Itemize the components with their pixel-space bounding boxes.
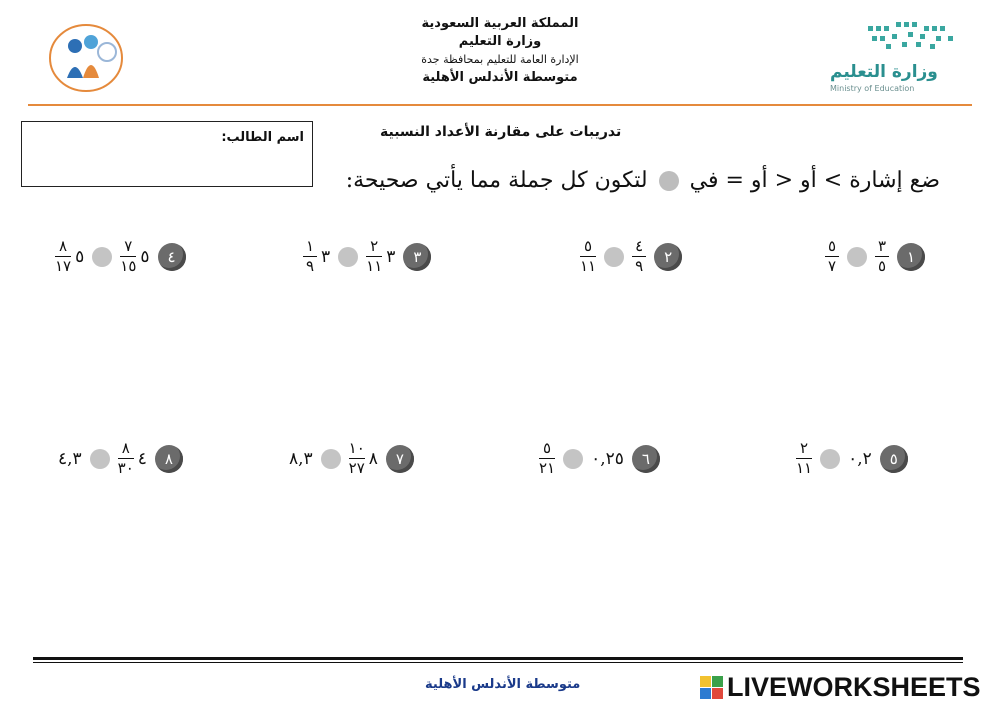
decimal-value: ٨,٣ [289, 448, 313, 469]
denominator: ٩ [305, 257, 315, 275]
header-school: متوسطة الأندلس الأهلية [422, 70, 578, 85]
instruction-part1: ضع إشارة > أو < أو = في [689, 168, 940, 193]
answer-drop-circle[interactable] [338, 247, 358, 267]
fraction [539, 440, 555, 477]
denominator: ٥ [877, 257, 887, 275]
numerator: ٥ [827, 237, 837, 255]
instruction-part2: لتكون كل جملة مما يأتي صحيحة: [345, 168, 648, 193]
fraction [875, 238, 889, 275]
problem-number-badge: ٥ [880, 445, 908, 473]
header-country: المملكة العربية السعودية [421, 16, 579, 31]
instruction [340, 168, 940, 193]
numerator: ٥ [584, 237, 593, 255]
denominator: ١٥ [120, 257, 137, 275]
answer-circle-icon [659, 171, 679, 191]
denominator: ١٧ [55, 257, 72, 275]
brand-text: LIVEWORKSHEETS [727, 672, 981, 702]
decimal-value: ٤,٣ [58, 448, 82, 469]
whole-number: ٥ [75, 246, 85, 267]
footer-divider [33, 657, 963, 660]
numerator: ٧ [124, 237, 133, 255]
denominator: ١١ [366, 257, 383, 275]
numerator: ٣ [877, 237, 887, 255]
numerator: ١٠ [348, 439, 365, 457]
problem-number-badge: ٨ [155, 445, 183, 473]
ministry-name-en: Ministry of Education [830, 84, 915, 93]
fraction [796, 440, 812, 477]
problem-4 [55, 238, 186, 275]
footer-school-name: متوسطة الأندلس الأهلية [425, 677, 581, 692]
ministry-logo [868, 22, 958, 58]
liveworksheets-brand [700, 672, 981, 703]
answer-drop-circle[interactable] [321, 449, 341, 469]
header-divider [28, 104, 972, 106]
numerator: ٨ [59, 237, 68, 255]
answer-drop-circle[interactable] [563, 449, 583, 469]
operand [632, 238, 646, 275]
problem-number-badge: ٣ [403, 243, 431, 271]
problem-number-badge: ١ [897, 243, 925, 271]
problem-number-badge: ٢ [654, 243, 682, 271]
answer-drop-circle[interactable] [604, 247, 624, 267]
denominator: ٣٠ [117, 459, 134, 477]
denominator: ٧ [827, 257, 837, 275]
fraction [120, 238, 136, 275]
header-ministry: وزارة التعليم [458, 34, 542, 49]
problem-8 [58, 440, 183, 477]
denominator: ٩ [635, 257, 644, 275]
numerator: ٤ [635, 237, 644, 255]
operand [580, 238, 596, 275]
problem-5 [796, 440, 908, 477]
operand [55, 238, 84, 275]
answer-drop-circle[interactable] [92, 247, 112, 267]
numerator: ٥ [543, 439, 552, 457]
operand [848, 449, 872, 469]
operand [825, 238, 839, 275]
footer-divider-thin [33, 662, 963, 663]
whole-number: ٨ [368, 448, 378, 469]
student-name-box[interactable] [21, 121, 313, 187]
operand [303, 238, 330, 275]
problem-2 [580, 238, 682, 275]
whole-number: ٤ [137, 448, 147, 469]
problem-7 [289, 440, 414, 477]
problem-1 [825, 238, 925, 275]
answer-drop-circle[interactable] [847, 247, 867, 267]
decimal-value: ٠,٢ [848, 448, 872, 469]
problem-number-badge: ٦ [632, 445, 660, 473]
operand [796, 440, 812, 477]
fraction [580, 238, 596, 275]
operand [58, 449, 82, 469]
numerator: ٢ [370, 237, 379, 255]
denominator: ٢٧ [348, 459, 365, 477]
header-directorate: الإدارة العامة للتعليم بمحافظة جدة [421, 53, 579, 66]
operand [366, 238, 395, 275]
problem-3 [303, 238, 431, 275]
operand [349, 440, 378, 477]
denominator: ٢١ [539, 459, 556, 477]
answer-drop-circle[interactable] [820, 449, 840, 469]
numerator: ٢ [800, 439, 809, 457]
operand [118, 440, 147, 477]
problem-number-badge: ٧ [386, 445, 414, 473]
fraction [366, 238, 382, 275]
whole-number: ٥ [140, 246, 150, 267]
operand [120, 238, 149, 275]
whole-number: ٣ [321, 246, 331, 267]
fraction [632, 238, 646, 275]
liveworksheets-logo-icon [700, 676, 723, 699]
worksheet-title: تدريبات على مقارنة الأعداد النسبية [380, 124, 622, 140]
ministry-name-ar: وزارة التعليم [830, 62, 938, 82]
problem-number-badge: ٤ [158, 243, 186, 271]
decimal-value: ٠,٢٥ [591, 448, 624, 469]
answer-drop-circle[interactable] [90, 449, 110, 469]
numerator: ٨ [121, 439, 130, 457]
problem-6 [539, 440, 660, 477]
whole-number: ٣ [386, 246, 396, 267]
denominator: ١١ [796, 459, 813, 477]
school-logo [45, 18, 127, 96]
operand [875, 238, 889, 275]
fraction [55, 238, 71, 275]
fraction [349, 440, 365, 477]
numerator: ١ [305, 237, 315, 255]
student-name-label: اسم الطالب: [221, 130, 304, 145]
fraction [118, 440, 134, 477]
denominator: ١١ [580, 257, 597, 275]
operand [591, 449, 624, 469]
operand [539, 440, 555, 477]
fraction [825, 238, 839, 275]
fraction [303, 238, 317, 275]
operand [289, 449, 313, 469]
